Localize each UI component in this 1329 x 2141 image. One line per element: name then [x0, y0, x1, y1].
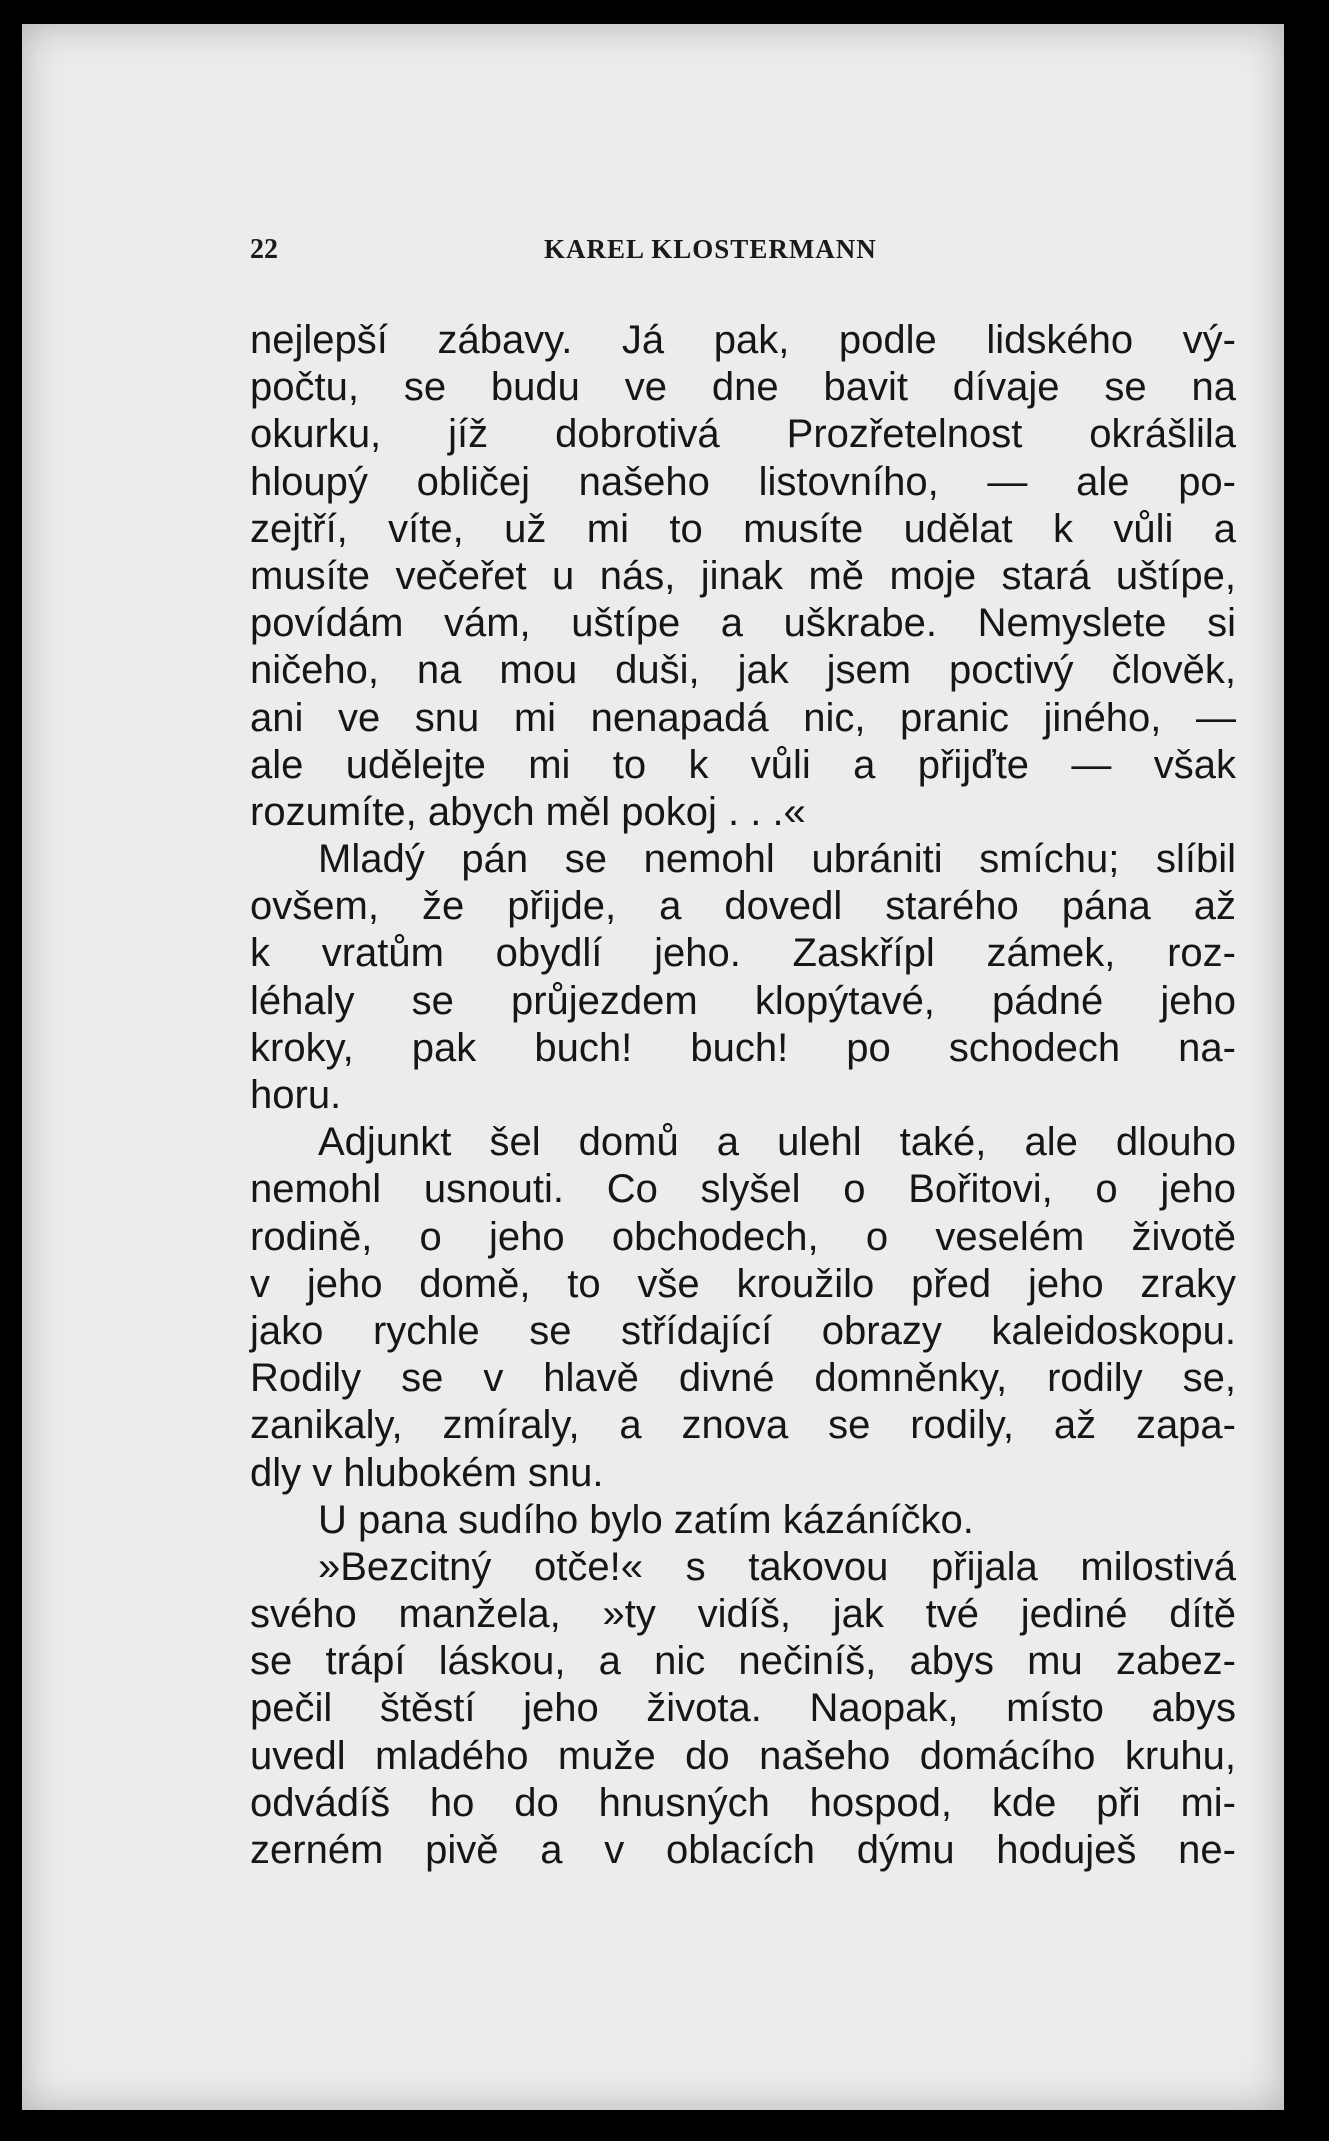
text-line: Rodily se v hlavě divné domněnky, rodily se, [250, 1356, 1236, 1401]
book-page [22, 24, 1284, 2110]
text-line: ovšem, že přijde, a dovedl starého pána až [250, 884, 1236, 929]
text-line: Adjunkt šel domů a ulehl také, ale dlouho [318, 1120, 1236, 1165]
text-line: Mladý pán se nemohl ubrániti smíchu; slíbil [318, 837, 1236, 882]
text-line: okurku, jíž dobrotivá Prozřetelnost okrášlila [250, 412, 1236, 457]
text-line: počtu, se budu ve dne bavit dívaje se na [250, 365, 1236, 410]
text-line: U pana sudího bylo zatím kázáníčko. [318, 1497, 974, 1542]
text-line: povídám vám, uštípe a uškrabe. Nemyslete si [250, 601, 1236, 646]
text-line: k vratům obydlí jeho. Zaskřípl zámek, roz- [250, 931, 1236, 976]
text-line: odvádíš ho do hnusných hospod, kde při mi- [250, 1780, 1236, 1825]
text-line: rozumíte, abych měl pokoj . . .« [250, 789, 806, 834]
text-line: pečil štěstí jeho života. Naopak, místo abys [250, 1686, 1236, 1731]
text-line: léhaly se průjezdem klopýtavé, pádné jeho [250, 978, 1236, 1023]
text-line: v jeho domě, to vše kroužilo před jeho zraky [250, 1261, 1236, 1306]
text-line: horu. [250, 1073, 342, 1117]
text-line: ale udělejte mi to k vůli a přijďte — však [250, 742, 1236, 787]
text-line: »Bezcitný otče!« s takovou přijala milostivá [318, 1544, 1236, 1589]
text-line: hloupý obličej našeho listovního, — ale po- [250, 459, 1236, 504]
running-head [22, 234, 1284, 274]
text-line: ani ve snu mi nenapadá nic, pranic jiného, — [250, 695, 1236, 740]
page-number: 22 [250, 234, 278, 265]
text-line: zanikaly, zmíraly, a znova se rodily, až zapa- [250, 1403, 1236, 1448]
running-head-author: KAREL KLOSTERMANN [544, 234, 877, 264]
text-line: svého manžela, »ty vidíš, jak tvé jediné dítě [250, 1592, 1236, 1637]
text-line: zejtří, víte, už mi to musíte udělat k vůli a [250, 506, 1236, 551]
text-line: nejlepší zábavy. Já pak, podle lidského vý- [250, 318, 1236, 362]
text-line: rodině, o jeho obchodech, o veselém životě [250, 1214, 1236, 1259]
body-text [250, 317, 1236, 1874]
text-line: zerném pivě a v oblacích dýmu hoduješ ne- [250, 1828, 1236, 1872]
text-line: ničeho, na mou duši, jak jsem poctivý člověk, [250, 648, 1236, 693]
text-line: dly v hlubokém snu. [250, 1450, 604, 1495]
text-line: jako rychle se střídající obrazy kaleidoskopu. [250, 1308, 1236, 1353]
text-line: nemohl usnouti. Co slyšel o Bořitovi, o jeho [250, 1167, 1236, 1212]
text-line: uvedl mladého muže do našeho domácího kruhu, [250, 1733, 1236, 1778]
text-line: se trápí láskou, a nic nečiníš, abys mu zabez- [250, 1639, 1236, 1684]
text-line: kroky, pak buch! buch! po schodech na- [250, 1025, 1236, 1070]
text-line: musíte večeřet u nás, jinak mě moje stará uštípe, [250, 553, 1236, 598]
